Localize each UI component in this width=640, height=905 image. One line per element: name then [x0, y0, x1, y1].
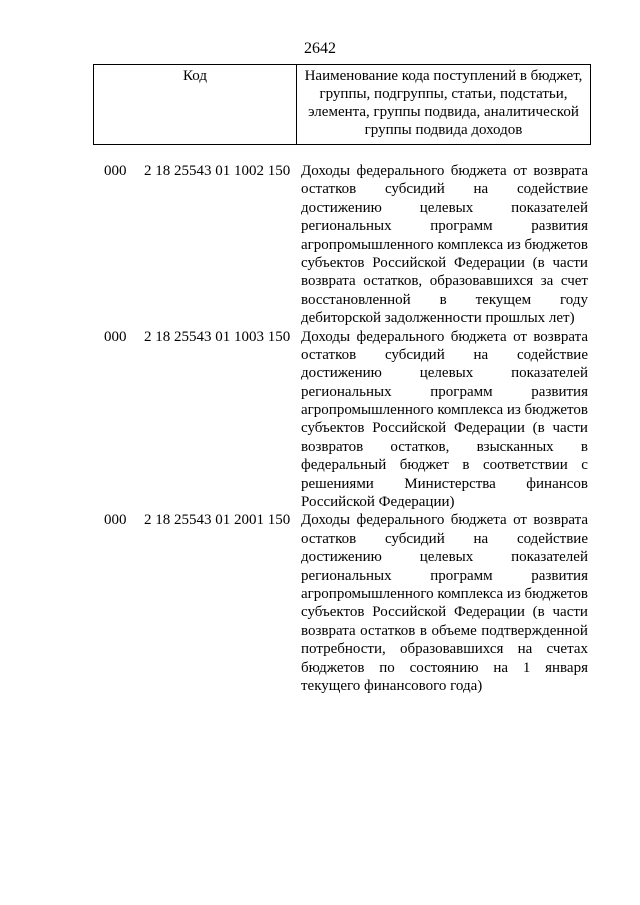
description-line: дебиторской задолженности прошлых лет) [301, 310, 575, 327]
description-line: восстановленной в текущем году [301, 291, 588, 308]
table-header [93, 64, 591, 145]
description-line: Доходы федерального бюджета от возврата [301, 328, 588, 345]
description-line: агропромышленного комплекса из бюджетов [301, 585, 588, 602]
admin-code: 000 [104, 328, 127, 345]
description-line: региональных программ развития [301, 567, 588, 584]
page-number: 2642 [304, 40, 336, 57]
description-line: агропромышленного комплекса из бюджетов [301, 402, 588, 419]
description-line: текущего финансового года) [301, 677, 483, 694]
revenue-description [301, 162, 588, 328]
description-line: Российской Федерации) [301, 494, 455, 511]
description-line: субъектов Российской Федерации (в части [301, 420, 588, 437]
header-name-line: Наименование кода поступлений в бюджет, [304, 68, 583, 84]
revenue-code: 2 18 25543 01 1002 150 [144, 163, 291, 179]
description-line: потребности, образовавшихся на счетах [301, 641, 588, 658]
admin-code: 000 [104, 163, 127, 179]
revenue-description [301, 328, 588, 512]
description-line: региональных программ развития [301, 383, 588, 400]
description-line: бюджетов по состоянию на 1 января [301, 659, 588, 676]
description-line: достижению целевых показателей [301, 199, 588, 216]
description-line: решениями Министерства финансов [301, 475, 588, 492]
revenue-code: 2 18 25543 01 1003 150 [144, 328, 291, 345]
list-item [0, 511, 640, 695]
description-line: остатков субсидий на содействие [301, 346, 588, 363]
header-code-column: Код [94, 65, 297, 144]
revenue-code: 2 18 25543 01 2001 150 [144, 512, 291, 529]
description-line: остатков субсидий на содействие [301, 530, 588, 547]
description-line: остатков субсидий на содействие [301, 181, 588, 198]
list-item [0, 328, 640, 512]
entries-list [0, 162, 640, 695]
admin-code: 000 [104, 512, 127, 529]
description-line: возврата остатков, образовавшихся за счет [301, 273, 588, 290]
description-line: региональных программ развития [301, 218, 588, 235]
description-line: Доходы федерального бюджета от возврата [301, 163, 588, 179]
header-name-line: группы, подгруппы, статьи, подстатьи, [319, 86, 568, 102]
description-line: субъектов Российской Федерации (в части [301, 254, 588, 271]
header-name-column [297, 65, 590, 144]
description-line: достижению целевых показателей [301, 365, 588, 382]
description-line: субъектов Российской Федерации (в части [301, 604, 588, 621]
header-name-line: элемента, группы подвида, аналитической [308, 104, 579, 120]
revenue-description [301, 511, 588, 695]
header-name-line: группы подвида доходов [364, 122, 523, 138]
description-line: Доходы федерального бюджета от возврата [301, 512, 588, 529]
description-line: агропромышленного комплекса из бюджетов [301, 236, 588, 253]
list-item [0, 162, 640, 328]
description-line: федеральный бюджет в соответствии с [301, 457, 588, 474]
description-line: возврата остатков в объеме подтвержденной [301, 622, 588, 639]
description-line: достижению целевых показателей [301, 549, 588, 566]
description-line: возвратов остатков, взысканных в [301, 438, 588, 455]
